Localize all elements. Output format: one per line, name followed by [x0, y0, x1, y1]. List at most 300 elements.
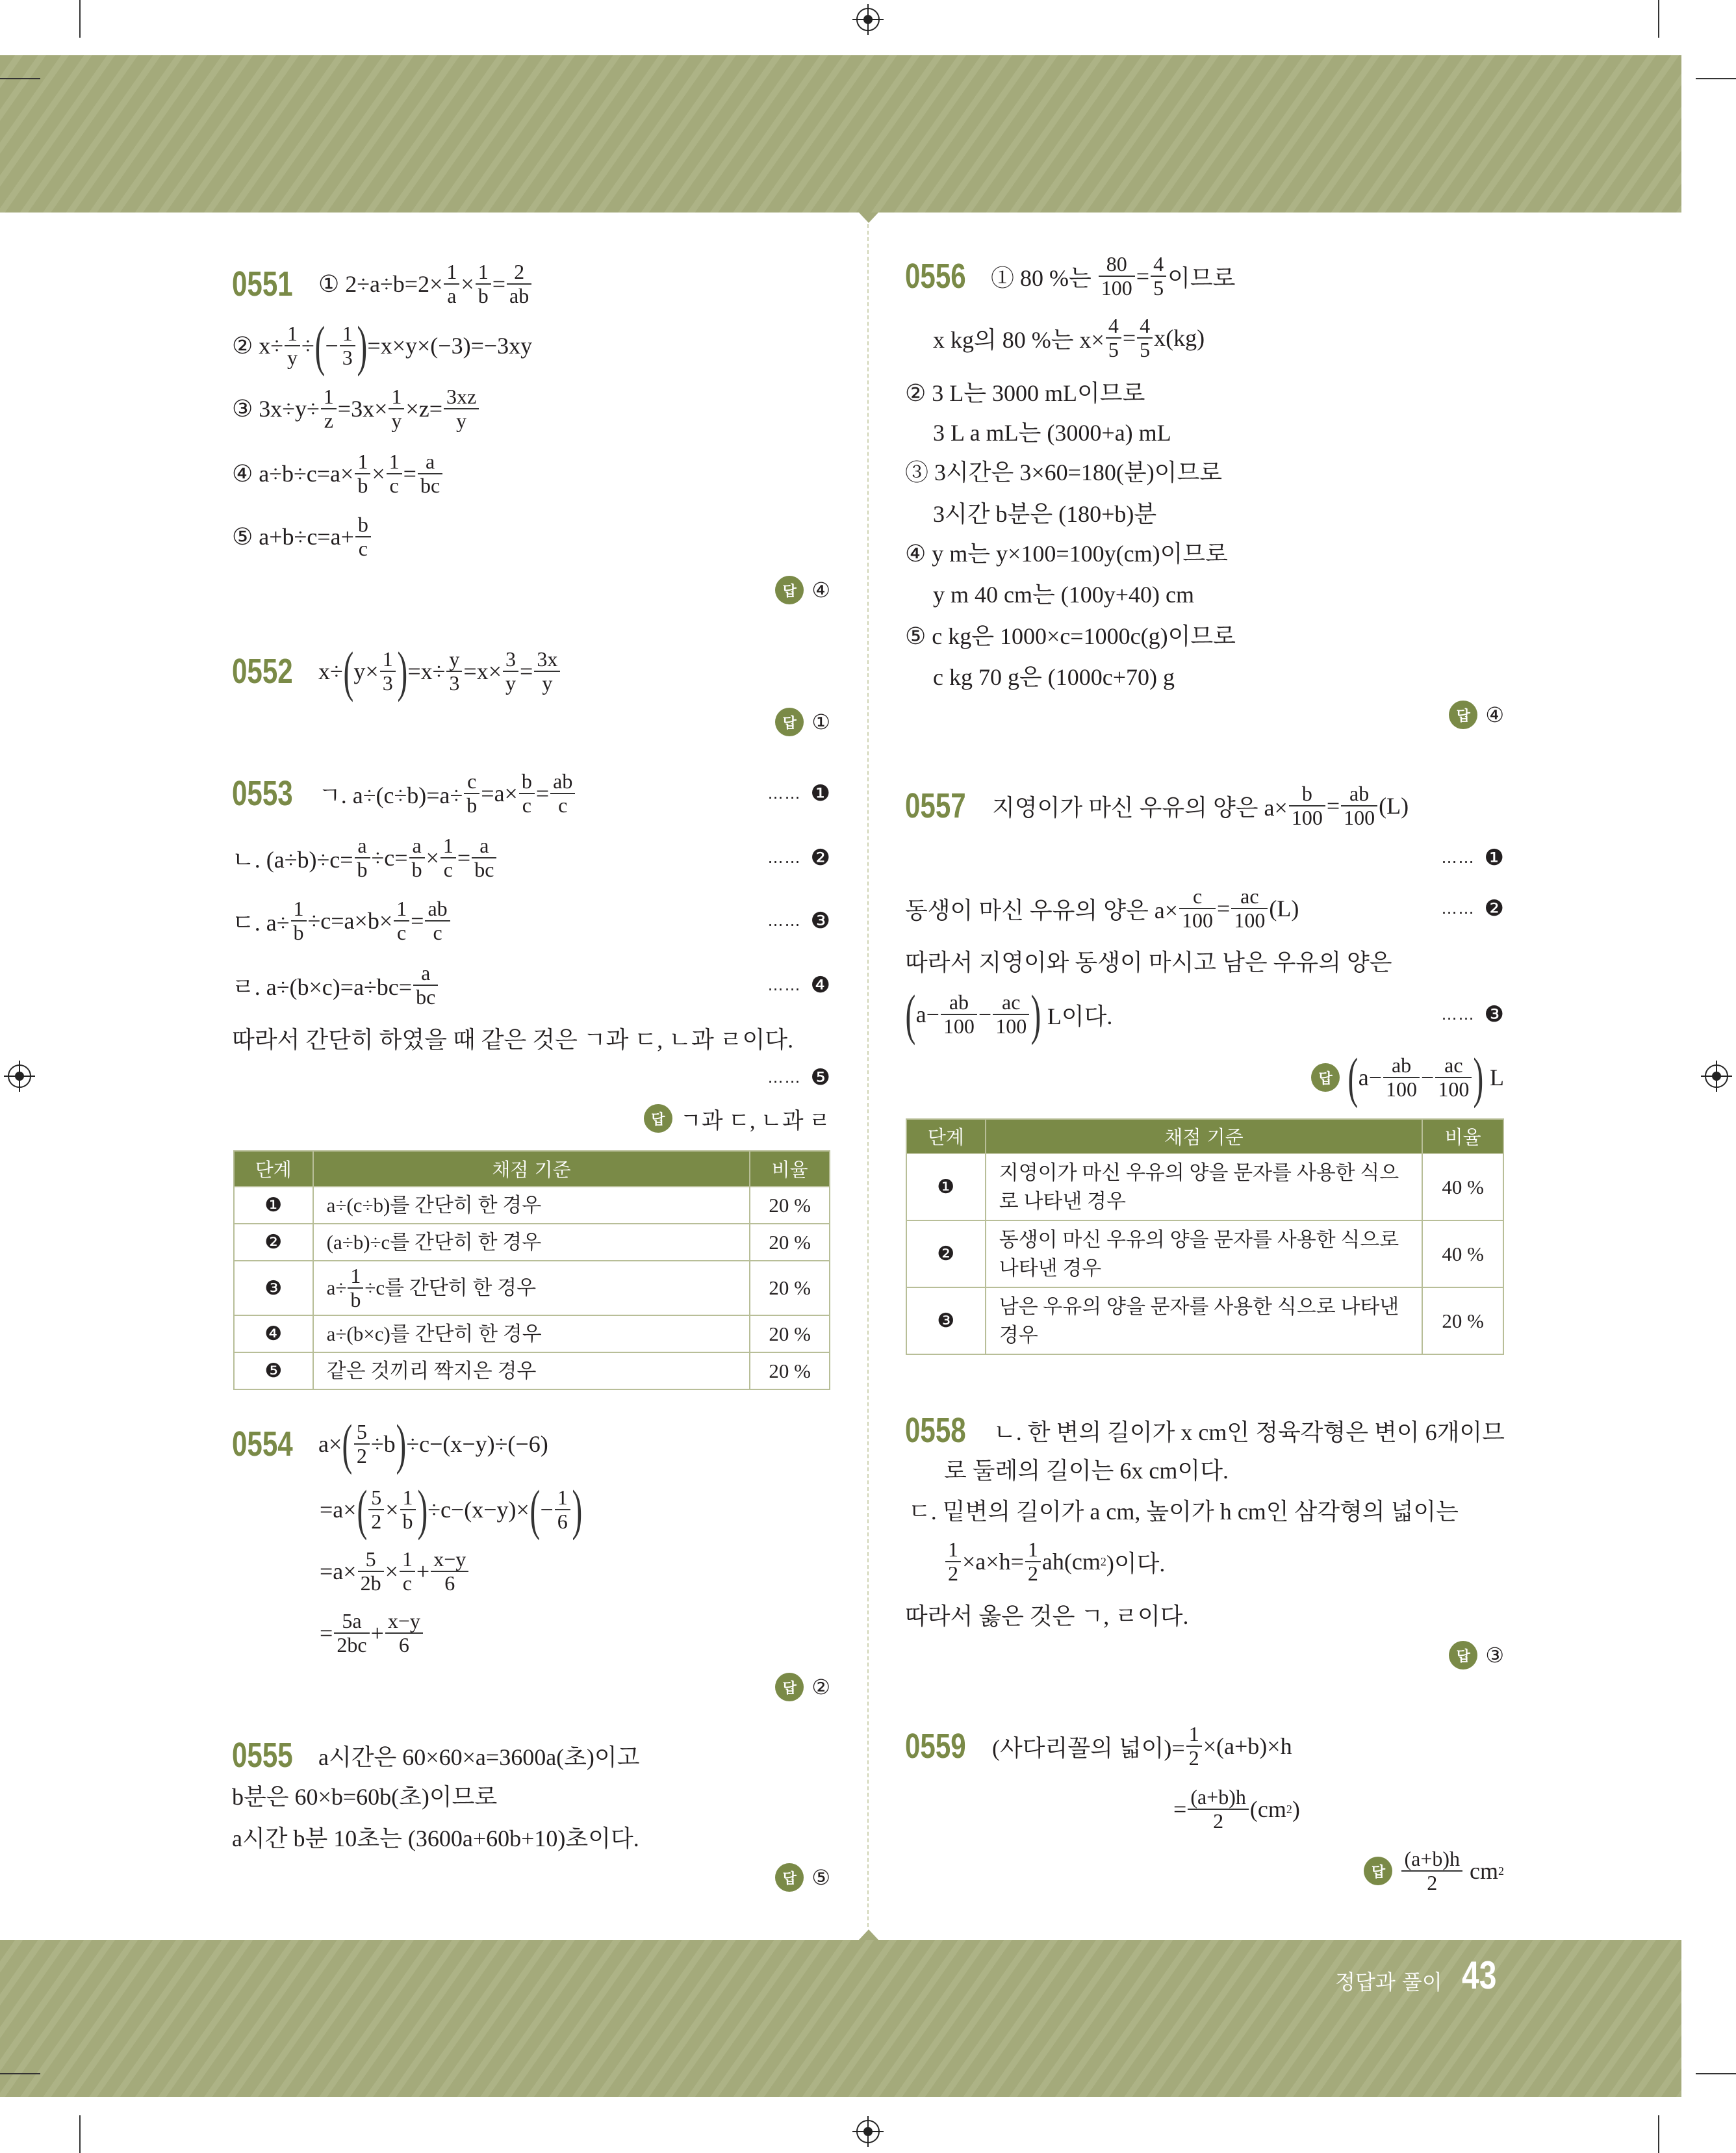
table-row — [234, 1315, 830, 1352]
answer — [775, 1655, 830, 1720]
denominator: 2 — [368, 1509, 384, 1533]
solution-line — [992, 780, 1409, 832]
numerator: a — [421, 961, 431, 985]
fraction — [431, 1548, 468, 1594]
answer-badge-icon: 답 — [775, 1863, 804, 1892]
denominator: 6 — [431, 1571, 468, 1595]
fraction — [993, 991, 1029, 1037]
solution-line — [318, 767, 576, 819]
ratio-cell: 20 % — [1422, 1287, 1503, 1354]
denominator: y — [389, 408, 404, 432]
crop-mark — [79, 2115, 81, 2153]
column-header: 비율 — [750, 1151, 830, 1187]
math-text: L — [1484, 1064, 1504, 1090]
crop-mark — [0, 78, 40, 79]
solution-line — [318, 1413, 548, 1475]
numerator: y — [449, 647, 460, 671]
column-header: 채점 기준 — [313, 1151, 750, 1187]
fraction — [400, 1486, 416, 1532]
problem-number: 0553 — [232, 774, 293, 813]
fraction — [418, 450, 442, 496]
numerator: 4 — [1153, 252, 1164, 276]
math-text: ×a×h= — [962, 1549, 1024, 1575]
numerator: 3x — [537, 647, 558, 671]
numerator: 1 — [1188, 1722, 1199, 1746]
fraction — [464, 770, 479, 816]
math-text: ah(cm — [1041, 1549, 1101, 1575]
numerator: 1 — [391, 385, 402, 409]
numerator: 1 — [557, 1486, 568, 1510]
denominator: 2 — [1188, 1809, 1249, 1833]
footer-notch — [859, 1929, 878, 1940]
header-band — [0, 55, 1681, 213]
fraction — [503, 648, 518, 694]
numerator: 5a — [342, 1609, 362, 1633]
numerator: 2 — [514, 260, 525, 284]
denominator: bc — [413, 985, 438, 1009]
math-text: ㄴ. (a÷b)÷c= — [232, 846, 353, 873]
leader-dots: …… — [767, 784, 802, 803]
denominator: a — [444, 283, 459, 307]
step-cell: ❹ — [234, 1315, 313, 1352]
fraction — [1186, 1723, 1202, 1769]
step-number: ❷ — [1484, 896, 1504, 922]
fraction — [285, 322, 300, 368]
solution-line — [905, 935, 1392, 986]
criteria-cell — [313, 1187, 750, 1224]
fraction — [380, 648, 396, 694]
fraction — [1289, 782, 1325, 829]
fraction — [1106, 315, 1121, 361]
math-text: a시간 b분 10초는 (3600a+60b+10)초이다. — [232, 1825, 639, 1851]
math-text: cm — [1464, 1858, 1498, 1884]
step-number: ❶ — [810, 780, 830, 806]
math-text: = — [403, 461, 416, 487]
denominator: y — [503, 671, 518, 695]
math-text: ① 80 %는 — [991, 264, 1097, 291]
denominator: b — [409, 857, 425, 881]
column-divider — [867, 224, 869, 1927]
problem-number: 0554 — [232, 1425, 293, 1463]
math-text: 남은 우유의 양을 문자를 사용한 식으로 나타낸 경우 — [999, 1295, 1399, 1347]
math-text: = — [411, 908, 424, 934]
criteria-cell — [986, 1220, 1422, 1287]
numerator: 1 — [342, 322, 353, 346]
solution-line — [905, 883, 1299, 935]
fraction — [348, 1265, 363, 1311]
fraction — [440, 834, 456, 881]
leader-dots: …… — [767, 1068, 802, 1087]
denominator: 2 — [1025, 1561, 1041, 1585]
answer-value — [1347, 1046, 1504, 1109]
table-row — [906, 1154, 1503, 1220]
crop-mark — [1696, 78, 1736, 79]
fraction — [446, 648, 462, 694]
answer-value — [1400, 1848, 1504, 1894]
denominator: 6 — [555, 1509, 570, 1533]
denominator: 2bc — [334, 1632, 369, 1657]
column-header: 채점 기준 — [986, 1119, 1422, 1154]
fraction — [321, 385, 337, 432]
math-text: )이다. — [1106, 1550, 1166, 1577]
denominator: 3 — [446, 671, 462, 695]
step-cell: ❸ — [906, 1287, 986, 1354]
numerator: 1 — [396, 897, 407, 921]
column-header: 단계 — [906, 1119, 986, 1154]
math-text: = — [1173, 1796, 1187, 1822]
leader-dots: …… — [767, 849, 802, 867]
step-number: ❸ — [1484, 1001, 1504, 1027]
math-text: =x×y×(−3)=−3xy — [367, 333, 533, 359]
answer-badge-icon: 답 — [1449, 1641, 1477, 1670]
math-text: ÷ — [301, 333, 314, 359]
math-text: 동생이 마신 우유의 양은 a× — [905, 897, 1179, 923]
numerator: 1 — [948, 1538, 958, 1562]
denominator: b — [464, 793, 479, 817]
fraction — [425, 897, 450, 944]
denominator: c — [425, 920, 450, 944]
denominator: bc — [418, 473, 442, 497]
fraction — [444, 385, 479, 432]
fraction — [340, 322, 355, 368]
denominator: 3 — [380, 671, 396, 695]
parenthesis: ( — [343, 640, 353, 703]
math-text: = — [520, 658, 533, 684]
denominator: 3 — [340, 345, 355, 369]
math-text: L이다. — [1041, 1003, 1113, 1029]
math-text: (cm — [1249, 1796, 1286, 1822]
math-text: ÷b — [370, 1431, 396, 1457]
fraction — [355, 450, 370, 496]
crop-mark — [79, 0, 81, 38]
fraction — [355, 834, 370, 881]
numerator: 1 — [446, 260, 457, 284]
parenthesis: ( — [1347, 1046, 1359, 1109]
fraction — [1025, 1538, 1041, 1584]
numerator: 1 — [357, 450, 368, 474]
denominator: 100 — [993, 1014, 1029, 1038]
fraction — [1188, 1786, 1249, 1832]
table-row — [234, 1261, 830, 1315]
numerator: 4 — [1140, 314, 1151, 338]
column-header: 단계 — [234, 1151, 313, 1187]
math-text: a− — [1358, 1064, 1383, 1090]
numerator: 5 — [371, 1486, 382, 1510]
ratio-cell: 20 % — [750, 1352, 830, 1389]
solution-line — [933, 649, 1175, 701]
denominator: c — [394, 920, 409, 944]
math-text: 3시간 b분은 (180+b)분 — [933, 500, 1157, 527]
math-text: ③ 3x÷y÷ — [232, 396, 320, 422]
parenthesis: ( — [314, 315, 325, 377]
problem-number: 0551 — [232, 264, 293, 303]
math-text: =x÷ — [407, 658, 446, 684]
ratio-cell: 40 % — [1422, 1154, 1503, 1220]
numerator: 4 — [1108, 314, 1119, 338]
problem-number: 0557 — [905, 786, 966, 825]
leader-dots: …… — [767, 912, 802, 930]
denominator: 5 — [1106, 337, 1121, 361]
denominator: c — [387, 473, 402, 497]
solution-line — [232, 1811, 639, 1863]
fraction — [413, 962, 438, 1008]
step-number: ❺ — [810, 1064, 830, 1090]
answer-badge-icon: 답 — [775, 1673, 804, 1701]
criteria-cell — [313, 1261, 750, 1315]
crop-mark — [0, 2073, 40, 2074]
fraction — [1137, 315, 1153, 361]
numerator: c — [467, 769, 477, 793]
denominator: 100 — [1099, 276, 1135, 300]
numerator: ab — [428, 897, 448, 921]
math-text: a÷(c÷b)를 간단히 한 경우 — [326, 1193, 542, 1217]
math-text: (L) — [1269, 896, 1299, 922]
answer-badge-icon: 답 — [775, 708, 804, 736]
problem-number: 0559 — [905, 1727, 966, 1766]
grading-table — [233, 1150, 830, 1390]
math-text: ⑤ c kg은 1000×c=1000c(g)이므로 — [905, 623, 1236, 649]
math-text: 지영이가 마신 우유의 양을 문자를 사용한 식으로 나타낸 경우 — [999, 1161, 1399, 1213]
fraction — [355, 513, 371, 560]
solution-line — [232, 959, 439, 1011]
answer-value: ③ — [1485, 1643, 1504, 1668]
fraction — [550, 770, 575, 816]
numerator: 1 — [389, 450, 400, 474]
math-text: − — [1421, 1064, 1435, 1090]
fraction — [400, 1548, 415, 1594]
solution-line — [991, 250, 1235, 302]
fraction — [444, 261, 459, 307]
math-text: b분은 60×b=60b(초)이므로 — [232, 1783, 498, 1810]
denominator: 2 — [1401, 1870, 1462, 1894]
numerator: 1 — [402, 1547, 413, 1571]
math-text: 따라서 간단히 하였을 때 같은 것은 ㄱ과 ㄷ, ㄴ과 ㄹ이다. — [232, 1026, 794, 1053]
fraction — [354, 1421, 370, 1467]
step-cell: ❶ — [234, 1187, 313, 1224]
crop-mark — [1658, 0, 1659, 38]
step-marker — [1442, 832, 1504, 884]
denominator: ab — [507, 283, 531, 307]
numerator: ab — [1349, 782, 1370, 806]
answer — [1364, 1838, 1504, 1903]
answer — [644, 1086, 830, 1151]
denominator: c — [550, 793, 575, 817]
denominator: 5 — [1151, 276, 1166, 300]
step-cell: ❸ — [234, 1261, 313, 1315]
math-text: ④ y m는 y×100=100y(cm)이므로 — [905, 540, 1228, 567]
step-number: ❶ — [1484, 845, 1504, 871]
fraction — [507, 261, 531, 307]
math-text: ㄴ. 한 변의 길이가 x cm인 정육각형은 변이 6개이므 — [993, 1419, 1505, 1445]
answer-value: ① — [811, 710, 830, 734]
math-text: x kg의 80 %는 x× — [933, 326, 1104, 353]
grading-table — [906, 1118, 1504, 1355]
criteria-cell — [313, 1315, 750, 1352]
math-text: 지영이가 마신 우유의 양은 a× — [992, 794, 1288, 821]
fraction — [534, 648, 560, 694]
numerator: 1 — [1027, 1538, 1038, 1562]
fraction — [941, 991, 977, 1037]
denominator: y — [534, 671, 560, 695]
math-text: = — [1217, 896, 1231, 922]
parenthesis: ) — [416, 1478, 428, 1541]
math-text: ÷c−(x−y)÷(−6) — [406, 1431, 548, 1457]
denominator: c — [440, 857, 456, 881]
fraction — [1179, 885, 1216, 931]
solution-line — [905, 1588, 1189, 1640]
numerator: 1 — [293, 897, 304, 921]
math-text: a× — [318, 1431, 342, 1457]
math-text: ÷c=a×b× — [307, 908, 393, 934]
table-header-row — [906, 1119, 1503, 1154]
math-text: (L) — [1379, 793, 1409, 819]
denominator: bc — [472, 857, 496, 881]
numerator: a — [479, 834, 489, 858]
math-text: = — [492, 271, 505, 297]
math-text: ② 3 L는 3000 mL이므로 — [905, 380, 1145, 406]
math-text: 3 L a mL는 (3000+a) mL — [933, 419, 1171, 446]
numerator: x−y — [433, 1547, 466, 1571]
fraction — [476, 261, 491, 307]
denominator: 2 — [354, 1443, 370, 1467]
solution-line — [232, 383, 480, 435]
math-text: ÷c−(x−y)× — [428, 1497, 530, 1523]
math-text: × — [426, 845, 439, 871]
denominator: b — [400, 1509, 416, 1533]
solution-line — [992, 1720, 1292, 1772]
solution-line — [1173, 1783, 1300, 1835]
solution-line — [320, 1607, 424, 1659]
math-text: =3x× — [337, 396, 388, 422]
answer-badge-icon: 답 — [1311, 1063, 1340, 1092]
math-text: + — [416, 1558, 430, 1584]
numerator: b — [357, 513, 368, 537]
numerator: 1 — [287, 322, 298, 346]
registration-mark-icon — [8, 1064, 31, 1088]
math-text: − — [325, 333, 338, 359]
math-text: =a× — [481, 780, 518, 806]
math-text: × — [372, 461, 385, 487]
criteria-cell — [313, 1352, 750, 1389]
numerator: 1 — [478, 260, 489, 284]
math-text: a− — [915, 1001, 939, 1027]
step-marker — [1442, 883, 1504, 935]
table-row — [906, 1287, 1503, 1354]
numerator: 1 — [350, 1264, 361, 1288]
solution-line — [232, 448, 444, 500]
answer — [775, 1845, 830, 1910]
answer-value: ㄱ과 ㄷ, ㄴ과 ㄹ — [680, 1109, 830, 1133]
parenthesis: ) — [572, 1478, 582, 1541]
numerator: 3 — [505, 647, 517, 671]
denominator: 100 — [1435, 1077, 1472, 1101]
parenthesis: ) — [1030, 983, 1041, 1046]
answer — [1311, 1045, 1504, 1110]
fraction — [358, 1548, 384, 1594]
math-text: = — [535, 780, 550, 806]
denominator: 100 — [1341, 805, 1377, 829]
numerator: 1 — [382, 647, 393, 671]
denominator: c — [400, 1571, 415, 1595]
column-header: 비율 — [1422, 1119, 1503, 1154]
math-text: =a× — [320, 1497, 357, 1523]
step-cell: ❷ — [234, 1224, 313, 1261]
denominator: 6 — [385, 1632, 423, 1657]
math-text: = — [1136, 263, 1150, 289]
parenthesis: ) — [397, 640, 407, 703]
numerator: 1 — [402, 1486, 413, 1510]
problem-number: 0552 — [232, 652, 293, 691]
math-text: ① 2÷a÷b=2× — [318, 271, 443, 297]
solution-line — [320, 1545, 470, 1597]
numerator: 80 — [1106, 252, 1127, 276]
math-text: − — [978, 1001, 992, 1027]
answer-value: ④ — [1485, 703, 1504, 727]
denominator: y — [285, 345, 300, 369]
numerator: (a+b)h — [1404, 1847, 1461, 1871]
math-text: ⑤ a+b÷c=a+ — [232, 524, 354, 550]
fraction — [1383, 1054, 1420, 1100]
denominator: c — [355, 536, 371, 560]
numerator: 1 — [442, 834, 453, 858]
problem-number: 0558 — [905, 1411, 966, 1450]
math-text: a÷(b×c)를 간단히 한 경우 — [326, 1322, 542, 1345]
math-text: ÷c= — [371, 845, 408, 871]
registration-mark-icon — [856, 8, 880, 31]
fraction — [1435, 1054, 1472, 1100]
step-marker — [768, 895, 830, 947]
solution-line — [232, 895, 452, 947]
math-text: 같은 것끼리 짝지은 경우 — [326, 1359, 537, 1382]
solution-line — [232, 315, 533, 377]
math-text: 따라서 지영이와 동생이 마시고 남은 우유의 양은 — [905, 949, 1392, 975]
ratio-cell: 40 % — [1422, 1220, 1503, 1287]
math-text: =a× — [320, 1558, 357, 1584]
table-row — [234, 1187, 830, 1224]
parenthesis: ( — [530, 1478, 541, 1541]
denominator: 2b — [358, 1571, 384, 1595]
math-text: = — [1326, 793, 1340, 819]
answer — [775, 690, 830, 754]
math-text: x÷ — [318, 658, 343, 684]
step-marker — [768, 959, 830, 1011]
parenthesis: ) — [357, 315, 367, 377]
math-text: ㄷ. a÷ — [232, 909, 290, 936]
denominator: z — [321, 408, 337, 432]
math-text: = — [320, 1620, 333, 1646]
denominator: b — [355, 473, 370, 497]
answer — [1449, 1623, 1504, 1688]
fraction — [394, 897, 409, 944]
numerator: a — [412, 834, 422, 858]
denominator: 5 — [1137, 337, 1153, 361]
fraction — [368, 1486, 384, 1532]
crop-mark — [1658, 2115, 1659, 2153]
solution-line — [908, 1484, 1459, 1536]
numerator: a — [357, 834, 367, 858]
header-notch — [859, 213, 878, 223]
numerator: (a+b)h — [1190, 1785, 1246, 1809]
answer-badge-icon: 답 — [644, 1104, 672, 1133]
numerator: ac — [1002, 990, 1021, 1014]
parenthesis: ) — [396, 1413, 406, 1475]
problem-number: 0555 — [232, 1736, 293, 1775]
math-text: x(kg) — [1154, 325, 1205, 351]
answer-badge-icon: 답 — [1449, 701, 1477, 729]
numerator: ac — [1444, 1053, 1463, 1077]
denominator: b — [291, 920, 307, 944]
math-text: × — [385, 1497, 399, 1523]
